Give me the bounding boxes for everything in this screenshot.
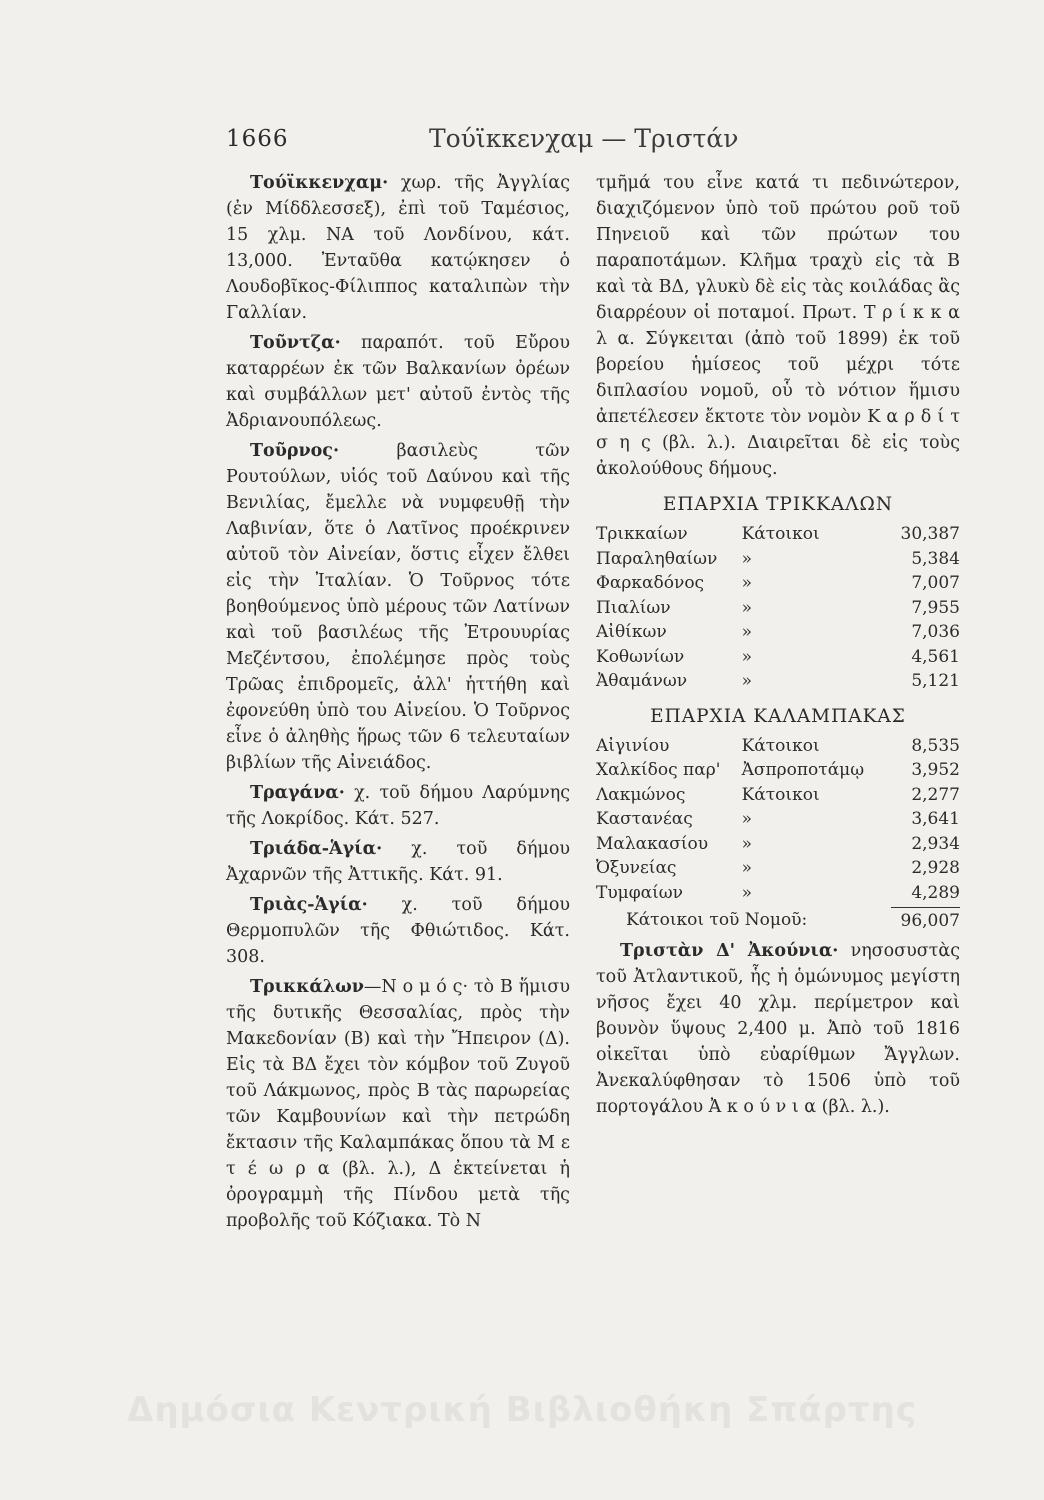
entry-text: χ. τοῦ δήμου Λαρύμνης τῆς Λοκρίδος. Κάτ. 527.	[226, 783, 570, 829]
population-label: »	[741, 548, 752, 569]
eparchy-table-kalampakas	[596, 734, 960, 906]
population-value: 2,928	[911, 858, 960, 878]
population-label: Κάτοικοι	[741, 524, 820, 544]
municipality-name: Κοθωνίων	[596, 646, 685, 667]
municipality-name: Τυμφαίων	[596, 882, 683, 903]
table-row	[596, 734, 960, 759]
entry-tristan-da-cunha	[596, 938, 960, 1120]
municipality-name: Πιαλίων	[596, 597, 671, 618]
entry-triada-agia	[226, 836, 570, 888]
population-label: »	[741, 833, 752, 854]
entry-headword: Τοῦντζα·	[250, 333, 341, 353]
population-label: »	[741, 646, 752, 667]
running-title: Τούϊκκενχαμ — Τριστάν	[429, 124, 739, 153]
municipality-name: Ἀθαμάνων	[596, 671, 688, 691]
table-row	[596, 758, 960, 783]
entry-headword: Τούϊκκενχαμ·	[250, 173, 389, 193]
population-value: 3,952	[911, 760, 960, 780]
population-label: »	[741, 573, 752, 593]
population-value: 5,121	[911, 671, 960, 691]
population-label: Ἀσπροποτάμῳ	[741, 760, 865, 780]
entry-headword: Τοῦρνος·	[250, 441, 340, 461]
table-row	[596, 571, 960, 596]
municipality-name: Καστανέας	[596, 809, 693, 829]
table-row	[596, 522, 960, 547]
eparchy-title-kalampakas: ΕΠΑΡΧΙΑ ΚΑΛΑΜΠΑΚΑΣ	[650, 705, 906, 727]
municipality-name: Αἰγινίου	[596, 735, 670, 756]
population-label: »	[741, 858, 752, 878]
table-row	[596, 547, 960, 572]
total-label: Κάτοικοι τοῦ Νομοῦ:	[626, 910, 808, 930]
prefecture-total	[596, 905, 960, 934]
table-row	[596, 669, 960, 694]
population-value: 2,934	[911, 833, 960, 854]
population-value: 8,535	[911, 735, 960, 756]
population-value: 4,561	[911, 646, 960, 667]
library-watermark: Δημόσια Κεντρική Βιβλιοθήκη Σπάρτης	[127, 1390, 917, 1430]
total-value: 96,007	[891, 907, 960, 934]
municipality-name: Μαλακασίου	[596, 833, 709, 854]
population-label: »	[741, 809, 752, 829]
entry-text: νησοσυστὰς τοῦ Ἀτλαντικοῦ, ἧς ἡ ὁμώνυμος μεγίστη νῆσος ἔχει 40 χλμ. περίμετρον καὶ βουνὸν ὕψους 2,400 μ. Ἀπὸ τοῦ 1816 οἰκεῖται ὑπὸ εὐαρίθμων Ἄγγλων. Ἀνεκαλύφθησαν τὸ 1506 ὑπὸ τοῦ πορτογάλου Ἀ κ ο ύ ν ι α (βλ. λ.).	[596, 941, 960, 1117]
table-row	[596, 620, 960, 645]
municipality-name: Λακμώνος	[596, 784, 686, 805]
table-row	[596, 832, 960, 857]
population-value: 2,277	[911, 784, 960, 805]
entry-headword: Τριάδα-Ἁγία·	[250, 839, 383, 859]
entry-headword: Τραγάνα·	[250, 783, 345, 803]
entry-headword: Τριστὰν Δ' Ἀκούνια·	[620, 941, 839, 961]
population-label: »	[741, 671, 752, 691]
entry-text: χωρ. τῆς Ἀγγλίας (ἐν Μίδδλεσσεξ), ἐπὶ τοῦ Ταμέσιος, 15 χλμ. ΝΑ τοῦ Λονδίνου, κάτ. 13,000. Ἐνταῦθα κατῴκησεν ὁ Λουδοβῖκος-Φίλιππος καταλιπὼν τὴν Γαλλίαν.	[226, 173, 570, 323]
left-column	[226, 170, 570, 1234]
population-label: »	[741, 882, 752, 903]
municipality-name: Χαλκίδος παρ'	[596, 760, 721, 780]
population-value: 7,955	[911, 597, 960, 618]
right-column	[596, 170, 960, 1120]
municipality-name: Τρικκαίων	[596, 524, 688, 544]
entry-text: χ. τοῦ δήμου Θερμοπυλῶν τῆς Φθιώτιδος. Κάτ. 308.	[226, 895, 570, 967]
population-value: 5,384	[911, 548, 960, 569]
population-label: Κάτοικοι	[741, 784, 820, 805]
table-row	[596, 856, 960, 881]
entry-text: —Ν ο μ ό ς· τὸ Β ἥμισυ τῆς δυτικῆς Θεσσαλίας, πρὸς τὴν Μακεδονίαν (Β) καὶ τὴν Ἤπειρον (Δ). Εἰς τὰ ΒΔ ἔχει τὸν κόμβον τοῦ Ζυγοῦ τοῦ Λάκμωνος, πρὸς Β τὰς παρωρείας τῶν Καμβουνίων καὶ τὴν πετρώδη ἔκτασιν τῆς Καλαμπάκας ὅπου τὰ Μ ε τ έ ω ρ α (βλ. λ.), Δ ἐκτείνεται ἡ ὀρογραμμὴ τῆς Πίνδου μετὰ τῆς προβολῆς τοῦ Κόζιακα. Τὸ Ν	[226, 977, 570, 1231]
table-row	[596, 596, 960, 621]
entry-text: παραπότ. τοῦ Εὔρου καταρρέων ἐκ τῶν Βαλκανίων ὀρέων καὶ συμβάλλων μετ' αὐτοῦ ἐντὸς τῆς Ἀδριανουπόλεως.	[226, 333, 570, 431]
population-value: 4,289	[911, 882, 960, 903]
entry-trikkalon	[226, 974, 570, 1234]
table-row	[596, 645, 960, 670]
entry-tournos	[226, 438, 570, 776]
page-number: 1666	[226, 126, 289, 152]
entry-tragana	[226, 780, 570, 832]
population-value: 7,036	[911, 622, 960, 642]
municipality-name: Ὀξυνείας	[596, 858, 677, 878]
population-label: »	[741, 622, 752, 642]
eparchy-title-trikkalon: ΕΠΑΡΧΙΑ ΤΡΙΚΚΑΛΩΝ	[662, 494, 894, 515]
population-value: 3,641	[911, 809, 960, 829]
municipality-name: Παραληθαίων	[596, 548, 718, 569]
page-header	[226, 126, 826, 162]
municipality-name: Φαρκαδόνος	[596, 573, 705, 593]
municipality-name: Αἰθίκων	[596, 622, 667, 642]
entry-text: χ. τοῦ δήμου Ἀχαρνῶν τῆς Ἀττικῆς. Κάτ. 91.	[226, 839, 570, 885]
table-row	[596, 783, 960, 808]
entry-headword: Τρικκάλων	[250, 977, 364, 997]
entry-text: βασιλεὺς τῶν Ρουτούλων, υἱός τοῦ Δαύνου καὶ τῆς Βενιλίας, ἔμελλε νὰ νυμφευθῇ τὴν Λαβινίαν, ὅτε ὁ Λατῖνος προέκρινεν αὐτοῦ τὸν Αἰνείαν, ὅστις εἶχεν ἔλθει εἰς τὴν Ἰταλίαν. Ὁ Τοῦρνος τότε βοηθούμενος ὑπὸ μέρους τῶν Λατίνων καὶ τοῦ βασιλέως τῆς Ἐτρουυρίας Μεζέντσου, ἐπολέμησε πρὸς τοὺς Τρῶας ἐπιδρομεῖς, ἀλλ' ἡττήθη καὶ ἐφονεύθη ὑπὸ του Αἰνείου. Ὁ Τοῦρνος εἶνε ὁ ἀληθὴς ἥρως τῶν 6 τελευταίων βιβλίων τῆς Αἰνειάδος.	[226, 441, 570, 773]
entry-toukkenham	[226, 170, 570, 326]
entry-trikkalon-continued: τμῆμά του εἶνε κατά τι πεδινώτερον, διαχιζόμενον ὑπὸ τοῦ πρώτου ροῦ τοῦ Πηνειοῦ καὶ τῶν πρώτων του παραποτάμων. Κλῆμα τραχὺ εἰς τὰ Β καὶ τὰ ΒΔ, γλυκὺ δὲ εἰς τὰς κοιλάδας ἃς διαρρέουν οἱ ποταμοί. Πρωτ. Τ ρ ί κ κ α λ α. Σύγκειται (ἀπὸ τοῦ 1899) ἐκ τοῦ βορείου ἡμίσεος τοῦ μέχρι τότε διπλασίου νομοῦ, οὗ τὸ νότιον ἥμισυ ἀπετέλεσεν ἔκτοτε τὸν νομὸν Κ α ρ δ ί τ σ η ς (βλ. λ.). Διαιρεῖται δὲ εἰς τοὺς ἀκολούθους δήμους.	[596, 173, 960, 479]
entry-tountza	[226, 330, 570, 434]
population-value: 7,007	[911, 573, 960, 593]
entry-headword: Τριὰς-Ἁγία·	[250, 895, 368, 915]
population-label: »	[741, 597, 752, 618]
population-value: 30,387	[900, 524, 960, 544]
entry-trias-agia	[226, 892, 570, 970]
eparchy-table-trikkalon	[596, 522, 960, 694]
table-row	[596, 881, 960, 906]
population-label: Κάτοικοι	[741, 735, 820, 756]
table-row	[596, 807, 960, 832]
